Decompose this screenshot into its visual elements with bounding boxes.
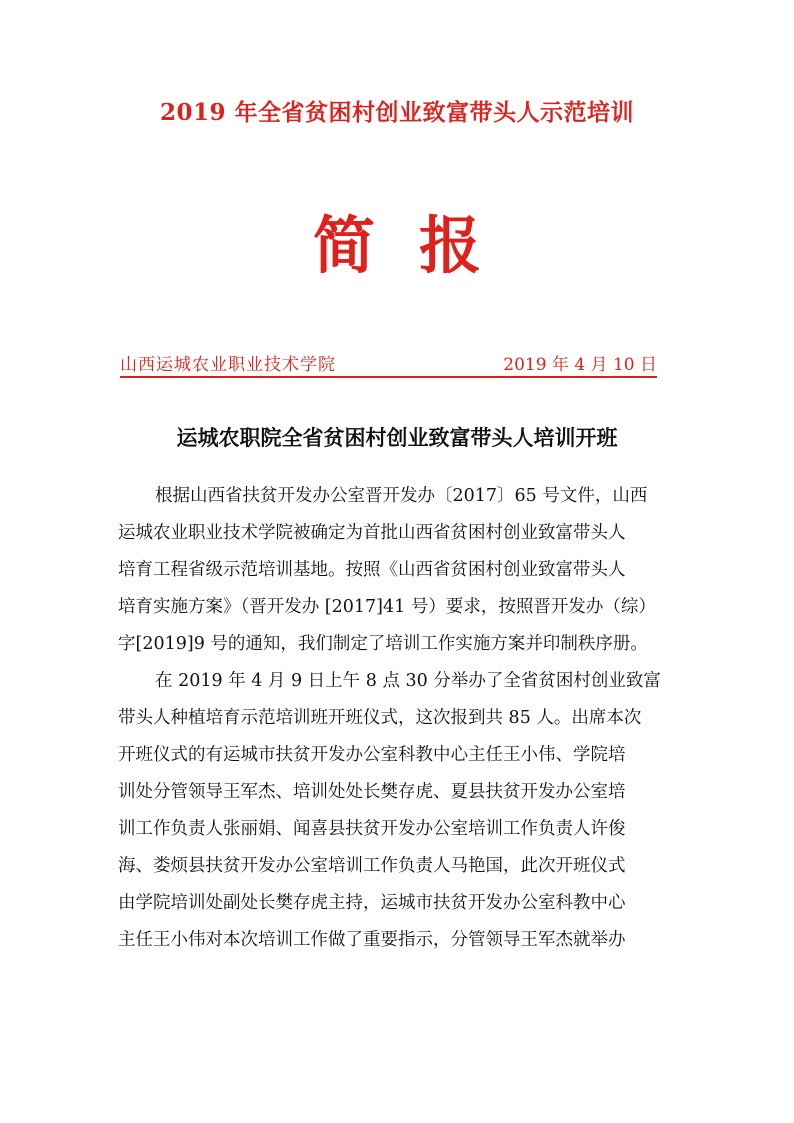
paragraph-line: 海、娄烦县扶贫开发办公室培训工作负责人马艳国，此次开班仪式 (118, 856, 626, 876)
training-title: 2019 年全省贫困村创业致富带头人示范培训 (159, 99, 635, 126)
article-body (118, 478, 678, 959)
paragraph-line: 带头人种植培育示范培训班开班仪式，这次报到共 85 人。出席本次 (118, 708, 642, 728)
paragraph-line: 主任王小伟对本次培训工作做了重要指示，分管领导王军杰就举办 (118, 930, 626, 950)
paragraph-line: 训处分管领导王军杰、培训处处长樊存虎、夏县扶贫开发办公室培 (118, 782, 626, 802)
organization-name: 山西运城农业职业技术学院 (120, 355, 336, 375)
issue-date: 2019 年 4 月 10 日 (503, 355, 657, 375)
paragraph-line: 字[2019]9 号的通知，我们制定了培训工作实施方案并印制秩序册。 (118, 634, 648, 654)
paragraph-line: 根据山西省扶贫开发办公室晋开发办〔2017〕65 号文件，山西 (155, 486, 648, 506)
paragraph-line: 开班仪式的有运城市扶贫开发办公室科教中心主任王小伟、学院培 (118, 745, 626, 765)
paragraph-line: 训工作负责人张丽娟、闻喜县扶贫开发办公室培训工作负责人许俊 (118, 819, 626, 839)
paragraph-line: 培育工程省级示范培训基地。按照《山西省贫困村创业致富带头人 (118, 560, 626, 580)
paragraph-line: 培育实施方案》（晋开发办 [2017]41 号）要求，按照晋开发办（综） (118, 597, 656, 617)
brief-title: 简报 (312, 209, 525, 282)
paragraph-line: 在 2019 年 4 月 9 日上午 8 点 30 分举办了全省贫困村创业致富 (155, 671, 661, 691)
meta-line (120, 350, 657, 378)
paragraph-line: 由学院培训处副处长樊存虎主持，运城市扶贫开发办公室科教中心 (118, 893, 626, 913)
article-title: 运城农职院全省贫困村创业致富带头人培训开班 (176, 426, 618, 450)
paragraph-line: 运城农业职业技术学院被确定为首批山西省贫困村创业致富带头人 (118, 523, 626, 543)
